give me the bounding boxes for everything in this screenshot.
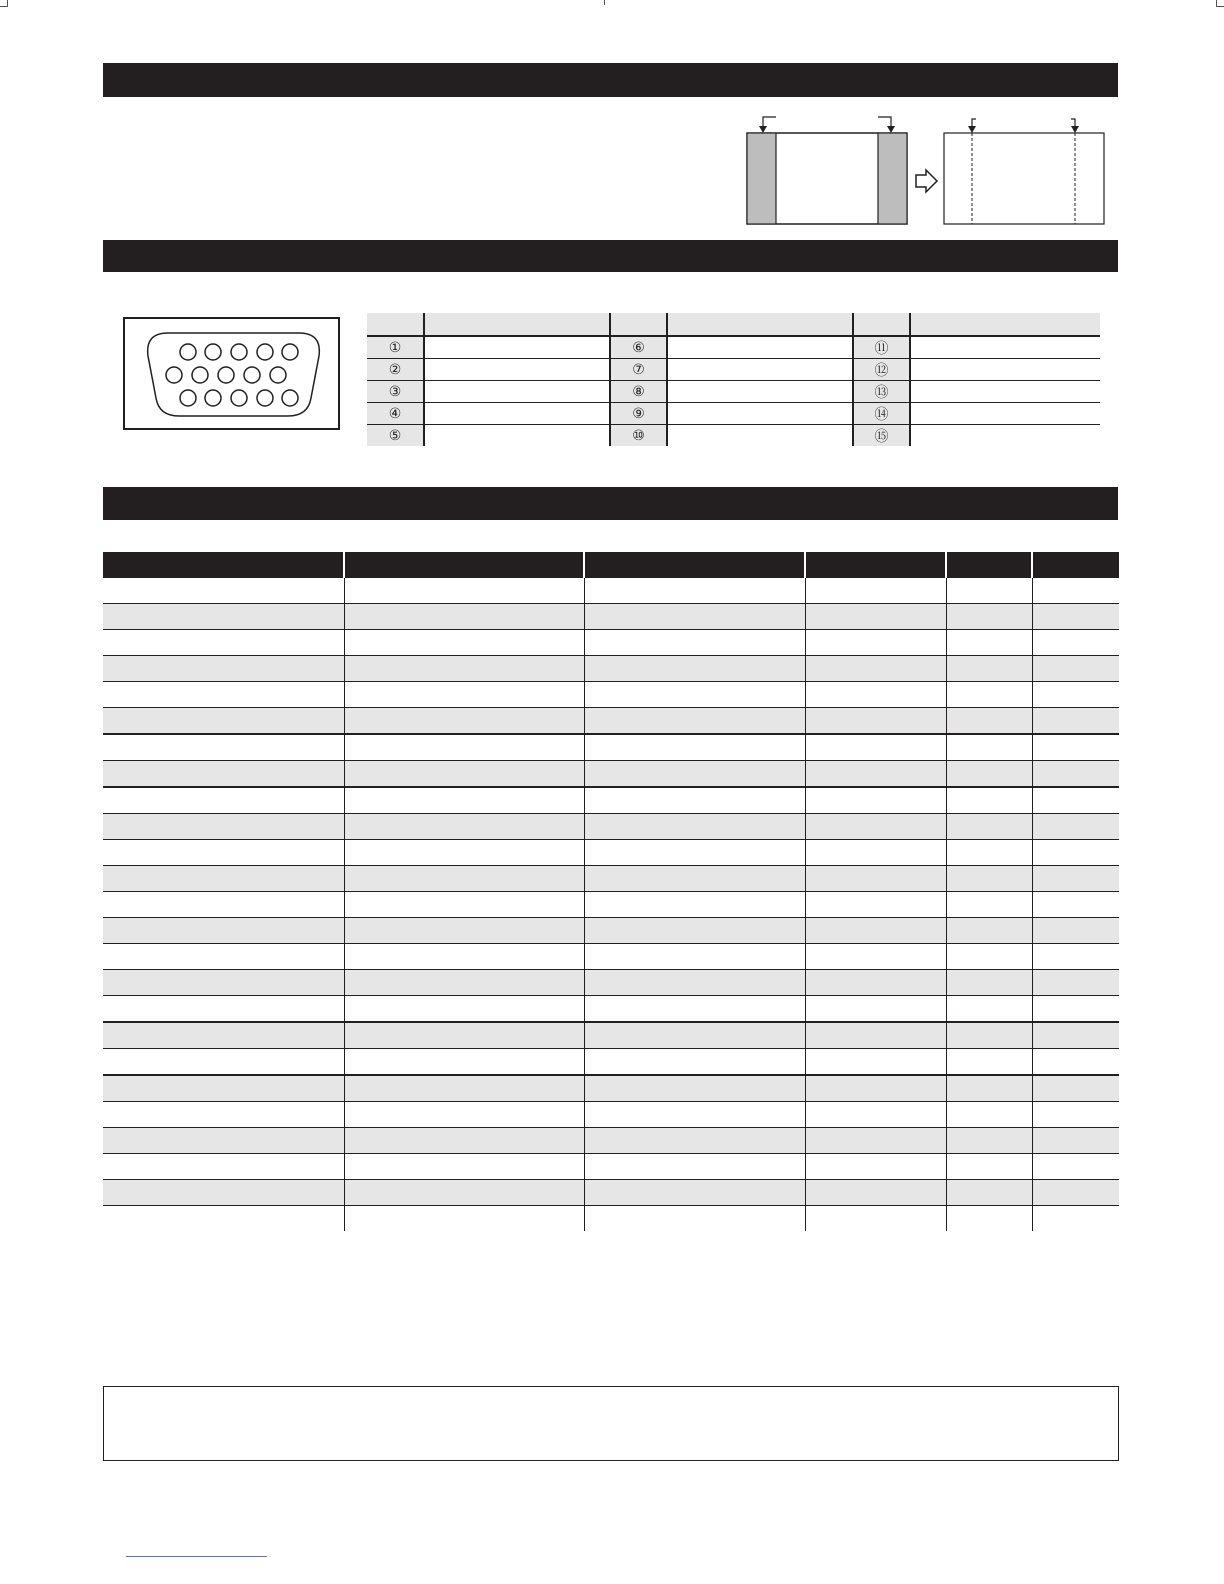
- table-cell: [805, 996, 946, 1023]
- table-cell: [946, 892, 1032, 918]
- table-cell: [805, 944, 946, 970]
- table-cell: [946, 1049, 1032, 1076]
- pin-number: ⑪: [853, 336, 910, 359]
- table-cell: [946, 734, 1032, 761]
- table-cell: [805, 682, 946, 708]
- pin-number: ③: [367, 381, 424, 403]
- table-row: [103, 787, 1119, 814]
- table-row: [103, 970, 1119, 996]
- table-cell: [344, 1206, 584, 1232]
- table-cell: [805, 656, 946, 682]
- table-cell: [805, 1022, 946, 1049]
- table-cell: [584, 944, 805, 970]
- table-cell: [1032, 1049, 1119, 1076]
- pin-header-cell: [610, 313, 667, 336]
- table-row: [103, 761, 1119, 788]
- table-cell: [344, 1075, 584, 1102]
- pin-number: ⑧: [610, 381, 667, 403]
- table-cell: [103, 970, 344, 996]
- table-cell: [805, 866, 946, 892]
- table-cell: [1032, 604, 1119, 630]
- table-cell: [1032, 1075, 1119, 1102]
- table-cell: [344, 814, 584, 840]
- table-cell: [584, 656, 805, 682]
- pin-number: ⑦: [610, 359, 667, 381]
- table-cell: [344, 761, 584, 788]
- pin-row: [367, 336, 1100, 359]
- right-arrow-icon: [916, 170, 937, 192]
- table-cell: [103, 944, 344, 970]
- table-row: [103, 604, 1119, 630]
- table-cell: [584, 787, 805, 814]
- table-cell: [1032, 866, 1119, 892]
- table-cell: [344, 630, 584, 656]
- pin-signal: [667, 425, 853, 447]
- crop-mark: [604, 0, 605, 5]
- table-cell: [103, 814, 344, 840]
- table-cell: [584, 866, 805, 892]
- table-cell: [946, 682, 1032, 708]
- table-cell: [1032, 787, 1119, 814]
- table-cell: [103, 918, 344, 944]
- table-cell: [103, 787, 344, 814]
- table-cell: [1032, 944, 1119, 970]
- callout-arrow-left: [759, 117, 776, 133]
- pin-signal: [424, 425, 610, 447]
- table-cell: [1032, 1206, 1119, 1232]
- table-cell: [584, 604, 805, 630]
- table-cell: [344, 970, 584, 996]
- table-row: [103, 708, 1119, 735]
- table-cell: [1032, 996, 1119, 1023]
- table-row: [103, 1049, 1119, 1076]
- table-cell: [103, 734, 344, 761]
- table-cell: [103, 1206, 344, 1232]
- table-cell: [1032, 630, 1119, 656]
- table-cell: [946, 1075, 1032, 1102]
- table-row: [103, 1075, 1119, 1102]
- table-cell: [946, 996, 1032, 1023]
- table-cell: [584, 970, 805, 996]
- pin-signal: [667, 359, 853, 381]
- table-cell: [344, 656, 584, 682]
- link-underline[interactable]: [126, 1556, 267, 1557]
- table-cell: [1032, 761, 1119, 788]
- pin-assignment-table: [367, 313, 1100, 446]
- pin-number: ⑮: [853, 425, 910, 447]
- pin-number: ④: [367, 403, 424, 425]
- crop-mark: [1216, 6, 1224, 7]
- table-cell: [103, 1180, 344, 1206]
- table-cell: [584, 1206, 805, 1232]
- table-cell: [344, 840, 584, 866]
- table-cell: [584, 1049, 805, 1076]
- table-cell: [584, 840, 805, 866]
- table-row: [103, 840, 1119, 866]
- screen-after: [944, 133, 1104, 224]
- pin-row: [367, 359, 1100, 381]
- table-cell: [805, 918, 946, 944]
- table-cell: [103, 840, 344, 866]
- pin-signal: [667, 403, 853, 425]
- pin-signal: [424, 381, 610, 403]
- table-cell: [805, 814, 946, 840]
- pin-number: ⑨: [610, 403, 667, 425]
- pin-row: [367, 425, 1100, 447]
- pin-header-cell: [853, 313, 910, 336]
- pin-number: ⑭: [853, 403, 910, 425]
- table-cell: [103, 892, 344, 918]
- table-cell: [946, 1180, 1032, 1206]
- table-cell: [946, 1206, 1032, 1232]
- section-header-bar-2: [103, 240, 1118, 272]
- pin-signal: [910, 403, 1100, 425]
- table-cell: [344, 996, 584, 1023]
- table-cell: [946, 840, 1032, 866]
- table-cell: [103, 761, 344, 788]
- pin-signal: [910, 381, 1100, 403]
- pin-number: ⑬: [853, 381, 910, 403]
- table-cell: [584, 630, 805, 656]
- table-cell: [103, 866, 344, 892]
- table-cell: [805, 578, 946, 604]
- table-row: [103, 996, 1119, 1023]
- table-row: [103, 1206, 1119, 1232]
- table-cell: [1032, 918, 1119, 944]
- table-cell: [584, 1180, 805, 1206]
- callout-arrow-after-right: [1071, 119, 1079, 133]
- table-cell: [103, 604, 344, 630]
- table-cell: [946, 787, 1032, 814]
- pin-signal: [424, 403, 610, 425]
- signal-table-header: [103, 552, 1119, 578]
- table-row: [103, 866, 1119, 892]
- section-header-bar-1: [103, 63, 1118, 97]
- table-cell: [946, 656, 1032, 682]
- table-cell: [805, 630, 946, 656]
- table-cell: [805, 892, 946, 918]
- table-cell: [1032, 840, 1119, 866]
- pin-row: [367, 381, 1100, 403]
- table-cell: [805, 1154, 946, 1180]
- pin-header-cell: [424, 313, 610, 336]
- header-cell: [103, 552, 344, 578]
- table-cell: [103, 708, 344, 735]
- table-row: [103, 814, 1119, 840]
- table-cell: [1032, 734, 1119, 761]
- table-cell: [584, 892, 805, 918]
- table-cell: [946, 1102, 1032, 1128]
- table-cell: [1032, 1022, 1119, 1049]
- table-cell: [805, 1180, 946, 1206]
- table-cell: [946, 918, 1032, 944]
- crop-mark: [7, 0, 8, 7]
- table-cell: [344, 918, 584, 944]
- table-row: [103, 630, 1119, 656]
- table-cell: [1032, 578, 1119, 604]
- pin-number: ②: [367, 359, 424, 381]
- table-row: [103, 1180, 1119, 1206]
- table-row: [103, 1128, 1119, 1154]
- table-cell: [584, 682, 805, 708]
- pin-number: ⑫: [853, 359, 910, 381]
- pin-signal: [910, 359, 1100, 381]
- table-cell: [805, 1102, 946, 1128]
- table-row: [103, 1102, 1119, 1128]
- table-cell: [1032, 682, 1119, 708]
- pin-signal: [424, 359, 610, 381]
- table-cell: [946, 1022, 1032, 1049]
- table-cell: [805, 604, 946, 630]
- table-cell: [344, 1180, 584, 1206]
- table-cell: [103, 1128, 344, 1154]
- table-cell: [103, 1049, 344, 1076]
- table-cell: [344, 578, 584, 604]
- table-cell: [946, 1154, 1032, 1180]
- table-cell: [344, 892, 584, 918]
- table-cell: [1032, 814, 1119, 840]
- table-cell: [1032, 1102, 1119, 1128]
- table-row: [103, 578, 1119, 604]
- table-cell: [805, 1049, 946, 1076]
- table-cell: [584, 1128, 805, 1154]
- crop-mark: [1216, 0, 1217, 7]
- table-cell: [1032, 970, 1119, 996]
- table-cell: [946, 630, 1032, 656]
- table-cell: [103, 996, 344, 1023]
- d-sub-15-pin-connector-icon: [122, 316, 342, 432]
- table-cell: [344, 787, 584, 814]
- table-cell: [584, 1154, 805, 1180]
- pin-table-header: [367, 313, 1100, 336]
- table-cell: [805, 1075, 946, 1102]
- pin-header-cell: [367, 313, 424, 336]
- pin-number: ⑥: [610, 336, 667, 359]
- pin-header-cell: [910, 313, 1100, 336]
- pin-header-cell: [667, 313, 853, 336]
- section-header-bar-3: [103, 487, 1118, 520]
- pin-signal: [667, 336, 853, 359]
- table-cell: [1032, 1154, 1119, 1180]
- table-cell: [946, 1128, 1032, 1154]
- table-cell: [946, 604, 1032, 630]
- table-row: [103, 656, 1119, 682]
- screen-before: [747, 133, 907, 224]
- table-cell: [805, 840, 946, 866]
- pin-signal: [424, 336, 610, 359]
- table-cell: [1032, 892, 1119, 918]
- table-cell: [584, 761, 805, 788]
- table-cell: [103, 1022, 344, 1049]
- table-row: [103, 682, 1119, 708]
- header-cell: [946, 552, 1032, 578]
- table-cell: [344, 1154, 584, 1180]
- table-cell: [103, 578, 344, 604]
- table-cell: [344, 1102, 584, 1128]
- pin-signal: [910, 425, 1100, 447]
- header-cell: [344, 552, 584, 578]
- table-cell: [103, 682, 344, 708]
- note-box: [103, 1386, 1119, 1461]
- table-cell: [805, 708, 946, 735]
- table-cell: [344, 1022, 584, 1049]
- table-cell: [946, 708, 1032, 735]
- header-cell: [1032, 552, 1119, 578]
- table-row: [103, 1154, 1119, 1180]
- table-cell: [946, 970, 1032, 996]
- pin-signal: [910, 336, 1100, 359]
- table-cell: [103, 1154, 344, 1180]
- table-cell: [946, 578, 1032, 604]
- table-cell: [1032, 1128, 1119, 1154]
- table-cell: [805, 787, 946, 814]
- table-cell: [805, 761, 946, 788]
- callout-arrow-after-left: [968, 119, 976, 133]
- pin-number: ①: [367, 336, 424, 359]
- table-cell: [805, 970, 946, 996]
- table-cell: [946, 944, 1032, 970]
- table-cell: [344, 604, 584, 630]
- pin-number: ⑩: [610, 425, 667, 447]
- table-cell: [1032, 708, 1119, 735]
- table-cell: [344, 1049, 584, 1076]
- table-row: [103, 944, 1119, 970]
- table-cell: [103, 1102, 344, 1128]
- table-cell: [584, 1102, 805, 1128]
- table-cell: [584, 1075, 805, 1102]
- table-cell: [805, 1128, 946, 1154]
- table-cell: [103, 630, 344, 656]
- callout-arrow-right: [878, 117, 895, 133]
- table-row: [103, 1022, 1119, 1049]
- header-cell: [805, 552, 946, 578]
- table-cell: [946, 866, 1032, 892]
- pin-number: ⑤: [367, 425, 424, 447]
- table-cell: [344, 866, 584, 892]
- table-cell: [103, 656, 344, 682]
- table-cell: [584, 814, 805, 840]
- table-cell: [344, 1128, 584, 1154]
- table-cell: [805, 734, 946, 761]
- pin-row: [367, 403, 1100, 425]
- table-cell: [584, 734, 805, 761]
- table-cell: [344, 944, 584, 970]
- side-panel-diagram: [740, 110, 1112, 230]
- table-row: [103, 734, 1119, 761]
- table-cell: [584, 708, 805, 735]
- table-cell: [344, 734, 584, 761]
- table-cell: [103, 1075, 344, 1102]
- table-cell: [805, 1206, 946, 1232]
- table-cell: [584, 996, 805, 1023]
- table-cell: [584, 918, 805, 944]
- header-cell: [584, 552, 805, 578]
- table-cell: [584, 1022, 805, 1049]
- table-cell: [946, 761, 1032, 788]
- table-cell: [1032, 1180, 1119, 1206]
- table-cell: [946, 814, 1032, 840]
- table-cell: [1032, 656, 1119, 682]
- input-signal-table: [103, 552, 1119, 1231]
- table-cell: [584, 578, 805, 604]
- table-cell: [344, 682, 584, 708]
- pin-signal: [667, 381, 853, 403]
- table-row: [103, 918, 1119, 944]
- table-cell: [344, 708, 584, 735]
- table-row: [103, 892, 1119, 918]
